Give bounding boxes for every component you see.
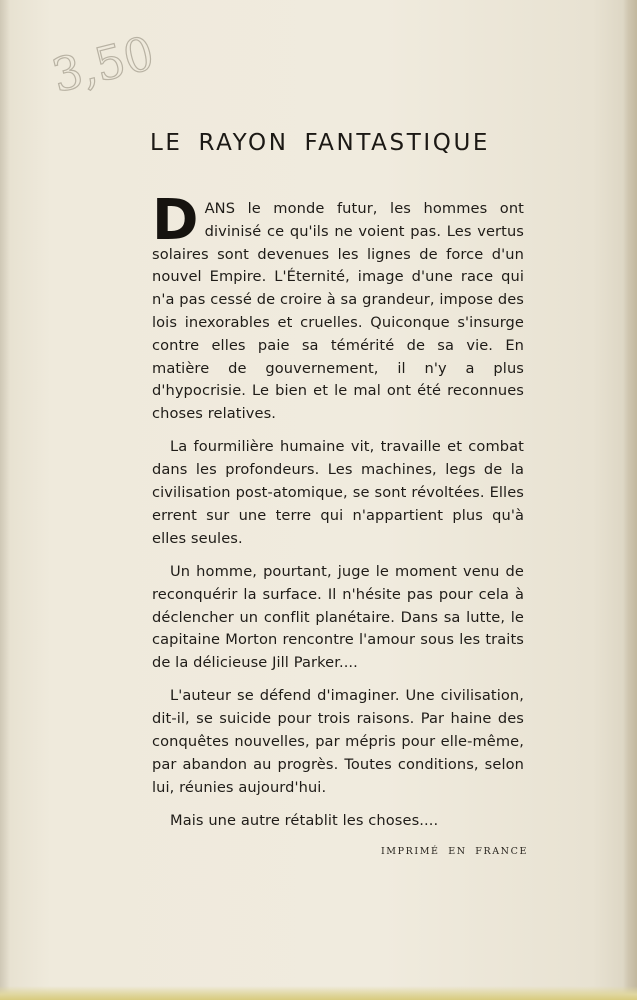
paragraph-1: [152, 188, 524, 426]
paragraph-3: Un homme, pourtant, juge le moment venu de reconquérir la surface. Il n'hésite pas pour cela à déclencher un conflit planétaire. Dans sa lutte, le capitaine Morton rencontre l'amour sous les traits de la délicieuse Jill Parker....: [152, 562, 524, 672]
pencil-note-text: 3,50: [46, 25, 160, 103]
book-title: LE RAYON FANTASTIQUE: [150, 130, 491, 156]
paragraph-5: Mais une autre rétablit les choses....: [170, 811, 439, 829]
paragraph-1-text: ANS le monde futur, les hommes ont divinisé ce qu'ils ne voient pas. Les vertus solaires sont devenues les lignes de force d'un nouvel Empire. L'Éternité, image d'une race qui n'a pas cessé de croire à sa grandeur, impose des lois inexorables et cruelles. Quiconque s'insurge contre elles paie sa témérité de sa vie. En matière de gouvernement, il n'y a plus d'hypocrisie. Le bien et le mal ont été reconnues choses relatives.: [152, 200, 524, 423]
paragraph-4: L'auteur se défend d'imaginer. Une civilisation, dit-il, se suicide pour trois raisons. Par haine des conquêtes nouvelles, par mépris pour elle-même, par abandon au progrès. Toutes conditions, selon lui, réunies aujourd'hui.: [152, 687, 524, 796]
page-bottom-edge: [0, 986, 637, 1000]
imprint-line: IMPRIMÉ EN FRANCE: [380, 846, 528, 857]
paragraph-2: La fourmilière humaine vit, travaille et combat dans les profondeurs. Les machines, legs de la civilisation post-atomique, se sont révoltées. Elles errent sur une terre qui n'appartient plus qu'à elles seules.: [152, 438, 524, 547]
drop-cap: D: [152, 188, 199, 253]
blurb-text: [152, 188, 524, 843]
pencil-price-mark: [46, 25, 160, 108]
